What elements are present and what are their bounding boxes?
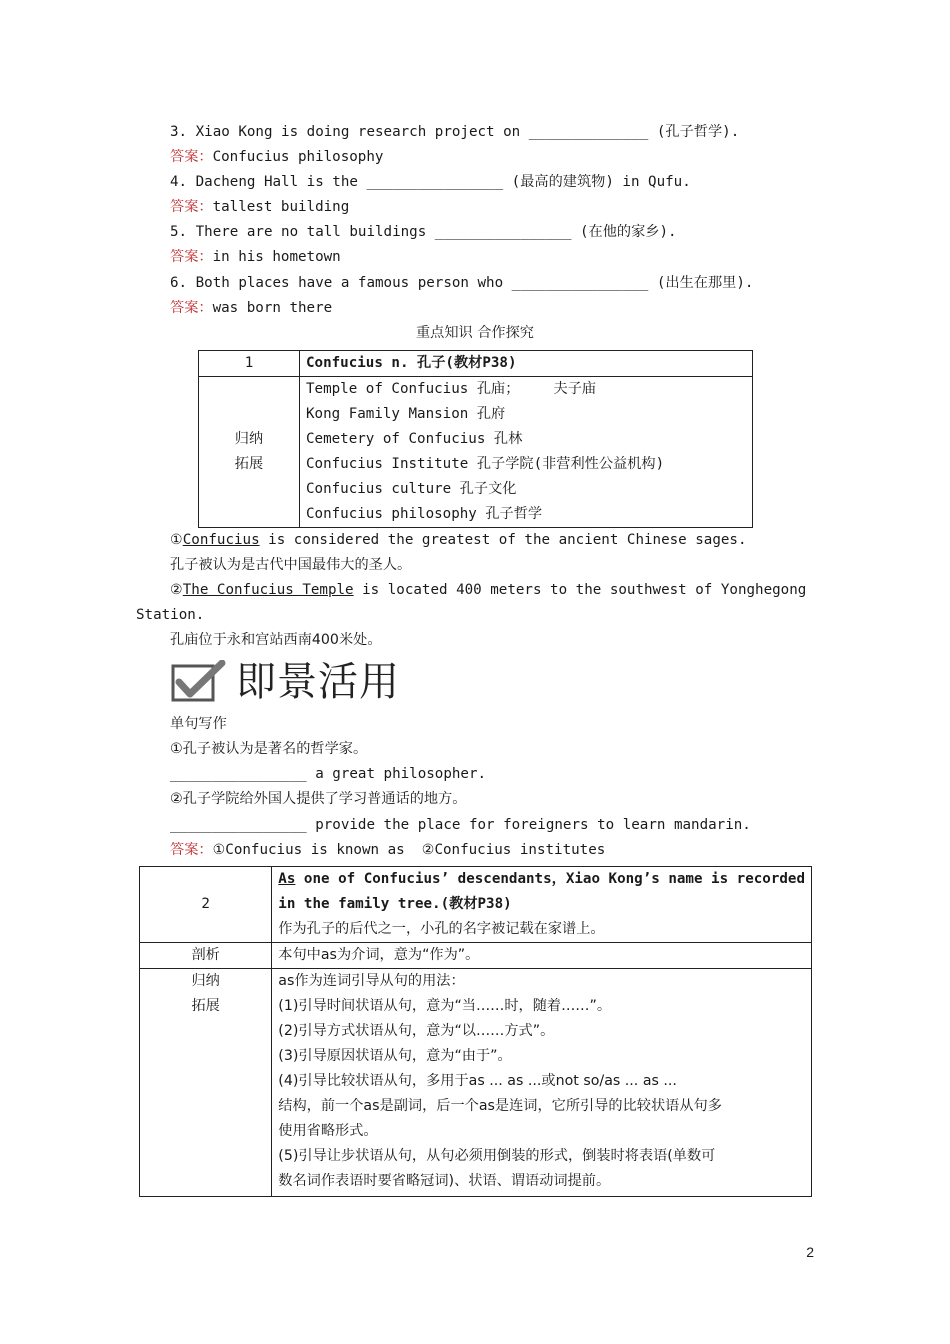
example-1-translation: 孔子被认为是古代中国最伟大的圣人。 [170,557,412,573]
table2-item: 数名词作表语时要省略冠词)、状语、谓语动词提前。 [278,1173,611,1189]
table2-analysis-label: 剖析 [140,943,272,969]
table1-item: Confucius Institute 孔子学院(非营利性公益机构) [306,456,665,472]
table1-item: Temple of Confucius 孔庙； 夫子庙 [306,381,597,397]
exercise-4: 4. Dacheng Hall is the ________________ (最高的建筑物) in Qufu. [170,174,691,190]
table2-item: (5)引导让步状语从句，从句必须用倒装的形式，倒装时将表语(单数可 [278,1148,716,1164]
answer-3: 答案：Confucius philosophy [170,149,384,165]
table1-item: Cemetery of Confucius 孔林 [306,431,523,447]
table2-item: 结构，前一个as是副词，后一个as是连词，它所引导的比较状语从句多 [278,1098,722,1114]
table1-head: Confucius n. 孔子(教材P38) [300,351,753,377]
logo-title: 即景活用 [236,659,400,705]
example-1: ①Confucius is considered the greatest of the ancient Chinese sages. [170,532,747,548]
practice-title: 单句写作 [170,716,227,732]
table1-items [300,377,753,528]
practice-logo [170,660,400,706]
table2-item: as作为连词引导从句的用法： [278,973,465,989]
practice-answer: 答案：①Confucius is known as ②Confucius institutes [170,842,606,858]
table2-item: 使用省略形式。 [278,1123,378,1139]
practice-q2-blank: ________________ provide the place for foreigners to learn mandarin. [170,817,751,833]
section-title: 重点知识 合作探究 [415,325,534,341]
example-2: ②The Confucius Temple is located 400 meters to the southwest of Yonghegong [170,582,807,598]
grammar-table-as [139,866,812,1197]
table2-analysis: 本句中as为介词，意为“作为”。 [272,943,812,969]
example-2-translation: 孔庙位于永和宫站西南400米处。 [170,632,382,648]
table2-label: 归纳 拓展 [140,969,272,1197]
table1-item: Confucius culture 孔子文化 [306,481,517,497]
exercise-3: 3. Xiao Kong is doing research project on ______________ (孔子哲学). [170,124,740,140]
exercise-6: 6. Both places have a famous person who ________________ (出生在那里). [170,275,754,291]
table1-label: 归纳 拓展 [199,377,300,528]
table2-item: (3)引导原因状语从句，意为“由于”。 [278,1048,512,1064]
table2-item: (2)引导方式状语从句，意为“以……方式”。 [278,1023,555,1039]
table2-head: As one of Confucius’ descendants，Xiao Kong’s name is recorded in the family tree.(教材P38) 作为孔子的后代之一，小孔的名字被记载在家谱上。 [272,867,812,943]
practice-q2: ②孔子学院给外国人提供了学习普通话的地方。 [170,791,467,807]
checkbox-check-icon [170,660,228,704]
table2-head-translation: 作为孔子的后代之一，小孔的名字被记载在家谱上。 [278,921,605,937]
practice-q1-blank: ________________ a great philosopher. [170,766,487,782]
example-2-cont: Station. [136,607,205,623]
table1-num: 1 [199,351,300,377]
table2-items [272,969,812,1197]
vocab-table-confucius [198,350,753,528]
answer-6: 答案：was born there [170,300,333,316]
answer-4: 答案：tallest building [170,199,350,215]
exercise-5: 5. There are no tall buildings ________________ (在他的家乡). [170,224,677,240]
answer-5: 答案：in his hometown [170,249,341,265]
table1-item: Kong Family Mansion 孔府 [306,406,506,422]
table2-num: 2 [140,867,272,943]
table2-item: (1)引导时间状语从句，意为“当……时，随着……”。 [278,998,612,1014]
practice-q1: ①孔子被认为是著名的哲学家。 [170,741,368,757]
page-number: 2 [806,1244,814,1260]
table2-item: (4)引导比较状语从句，多用于as ... as ...或not so/as ... as ... [278,1073,677,1089]
table1-item: Confucius philosophy 孔子哲学 [306,506,543,522]
